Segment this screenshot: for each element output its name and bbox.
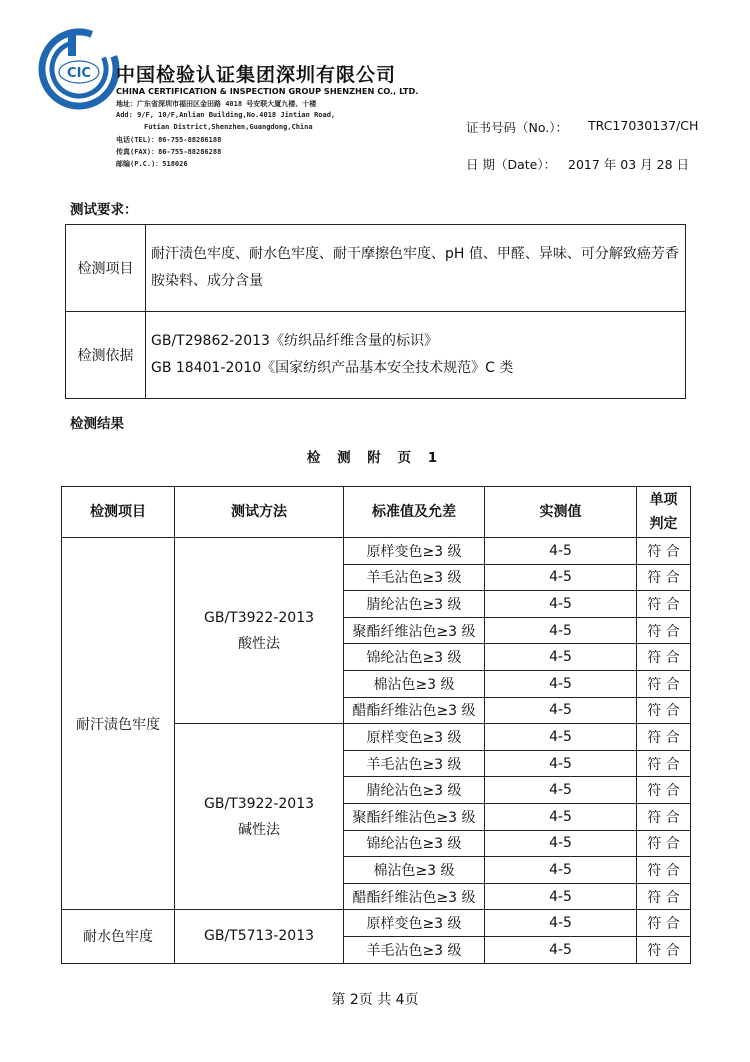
measured-cell: 4-5 [485,830,637,857]
verdict-cell: 符 合 [637,883,691,910]
standard-cell: 聚酯纤维沾色≥3 级 [344,803,485,830]
table-row [62,538,691,565]
measured-cell: 4-5 [485,910,637,937]
table-row [62,910,691,937]
address-en-line-1: Add: 9/F, 10/F,Anlian Building,No.4018 Jintian Road, [116,111,336,119]
standard-cell: 羊毛沾色≥3 级 [344,750,485,777]
certificate-number-label: 证书号码（No.）： [466,120,569,135]
standard-cell: 醋酯纤维沾色≥3 级 [344,883,485,910]
logo-text: CIC [67,66,91,81]
postcode: 邮编(P.C.)：518026 [116,160,188,168]
standard-cell: 原样变色≥3 级 [344,724,485,751]
test-method-cell: GB/T5713-2013 [175,910,344,963]
telephone: 电话(TEL)：86-755-88286188 [116,136,222,144]
verdict-cell: 符 合 [637,670,691,697]
measured-cell: 4-5 [485,777,637,804]
method-variant: 碱性法 [238,821,280,838]
measured-cell: 4-5 [485,724,637,751]
standard-cell: 原样变色≥3 级 [344,910,485,937]
method-variant: 酸性法 [238,635,280,652]
verdict-cell: 符 合 [637,591,691,618]
measured-cell: 4-5 [485,591,637,618]
test-method-cell [175,538,344,724]
verdict-cell: 符 合 [637,830,691,857]
address-en-line-2: Futian District,Shenzhen,Guangdong,China [144,123,313,131]
address-cn: 地址：广东省深圳市福田区金田路 4018 号安联大厦九楼、十楼 [116,100,317,108]
test-item-cell: 耐水色牢度 [62,910,175,963]
method-standard: GB/T3922-2013 [203,609,315,626]
standard-cell: 原样变色≥3 级 [344,538,485,565]
verdict-cell: 符 合 [637,910,691,937]
verdict-header-line-2: 判定 [649,516,678,532]
requirements-row-value: 耐汗渍色牢度、耐水色牢度、耐干摩擦色牢度、pH 值、甲醛、异味、可分解致癌芳香胺染料、成分含量 [146,225,686,312]
standard-reference-2: GB 18401-2010《国家纺织产品基本安全技术规范》C 类 [151,360,514,376]
measured-cell: 4-5 [485,617,637,644]
measured-cell: 4-5 [485,670,637,697]
results-heading: 检测结果 [70,416,124,432]
report-date-value: 2017 年 03 月 28 日 [568,157,689,172]
annex-title: 检 测 附 页 1 [306,450,444,466]
standard-cell: 腈纶沾色≥3 级 [344,777,485,804]
report-date-label: 日 期（Date）： [466,157,557,172]
standard-cell: 棉沾色≥3 级 [344,670,485,697]
results-table [61,486,691,964]
requirements-row-label: 检测依据 [66,312,146,399]
verdict-cell: 符 合 [637,644,691,671]
standard-cell: 羊毛沾色≥3 级 [344,564,485,591]
company-name-en: CHINA CERTIFICATION & INSPECTION GROUP SHENZHEN CO., LTD. [116,86,419,96]
measured-cell: 4-5 [485,883,637,910]
requirements-row-value [146,312,686,399]
verdict-cell: 符 合 [637,697,691,724]
requirements-table [65,224,686,399]
measured-cell: 4-5 [485,697,637,724]
test-method-cell [175,724,344,910]
verdict-cell: 符 合 [637,564,691,591]
standard-cell: 锦纶沾色≥3 级 [344,644,485,671]
measured-cell: 4-5 [485,564,637,591]
column-header-item: 检测项目 [62,487,175,538]
standard-cell: 醋酯纤维沾色≥3 级 [344,697,485,724]
verdict-cell: 符 合 [637,538,691,565]
verdict-cell: 符 合 [637,724,691,751]
column-header-standard: 标准值及允差 [344,487,485,538]
company-name-cn: 中国检验认证集团深圳有限公司 [116,64,397,86]
cic-logo [38,28,120,110]
standard-cell: 腈纶沾色≥3 级 [344,591,485,618]
measured-cell: 4-5 [485,857,637,884]
requirements-row [66,225,686,312]
measured-cell: 4-5 [485,803,637,830]
method-standard: GB/T3922-2013 [203,795,315,812]
verdict-cell: 符 合 [637,777,691,804]
certificate-number-value: TRC17030137/CH [588,118,699,133]
standard-reference-1: GB/T29862-2013《纺织品纤维含量的标识》 [151,333,438,349]
standard-cell: 棉沾色≥3 级 [344,857,485,884]
column-header-method: 测试方法 [175,487,344,538]
column-header-measured: 实测值 [485,487,637,538]
page-number: 第 2页 共 4页 [331,992,419,1008]
measured-cell: 4-5 [485,644,637,671]
requirements-heading: 测试要求： [70,202,138,218]
verdict-cell: 符 合 [637,936,691,963]
requirements-row-label: 检测项目 [66,225,146,312]
results-header-row [62,487,691,538]
measured-cell: 4-5 [485,538,637,565]
verdict-cell: 符 合 [637,617,691,644]
verdict-cell: 符 合 [637,750,691,777]
standard-cell: 聚酯纤维沾色≥3 级 [344,617,485,644]
standard-cell: 羊毛沾色≥3 级 [344,936,485,963]
measured-cell: 4-5 [485,750,637,777]
requirements-row [66,312,686,399]
verdict-cell: 符 合 [637,803,691,830]
standard-cell: 锦纶沾色≥3 级 [344,830,485,857]
verdict-cell: 符 合 [637,857,691,884]
fax: 传真(FAX)：86-755-88286288 [116,148,222,156]
test-item-cell: 耐汗渍色牢度 [62,538,175,910]
column-header-verdict [637,487,691,538]
measured-cell: 4-5 [485,936,637,963]
verdict-header-line-1: 单项 [649,492,678,508]
